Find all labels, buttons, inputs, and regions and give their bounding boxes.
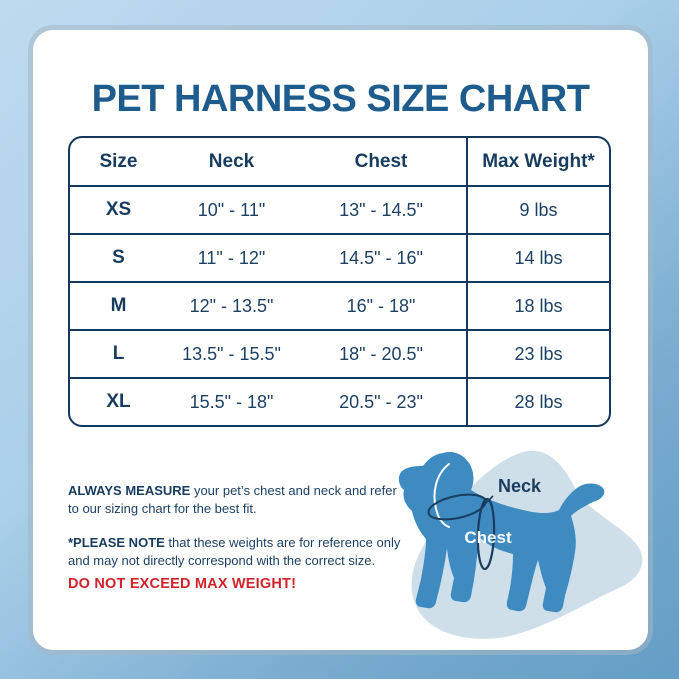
size-value: XS [105, 199, 132, 220]
size-value: S [112, 247, 125, 268]
column-header-neck: Neck [208, 150, 255, 172]
neck-range: 13.5" - 15.5" [182, 343, 281, 364]
neck-range: 12" - 13.5" [189, 295, 274, 316]
column-header-max-weight: Max Weight* [466, 138, 609, 185]
reference-note-text: that these weights are for reference only and may not directly correspond with the correct size. [68, 534, 401, 569]
table-row [70, 233, 609, 281]
chest-range: 14.5" - 16" [339, 247, 423, 268]
max-weight: 9 lbs [466, 187, 609, 233]
reference-note-bold: *PLEASE NOTE [68, 534, 165, 550]
chest-range: 16" - 18" [346, 295, 416, 316]
neck-range: 11" - 12" [197, 247, 266, 268]
neck-range: 10" - 11" [197, 199, 266, 220]
size-chart-card [33, 30, 648, 650]
table-row [70, 329, 609, 377]
neck-label: Neck [498, 476, 542, 496]
column-header-chest: Chest [354, 150, 408, 172]
dog-measurement-diagram [391, 436, 647, 650]
measure-note-text: your pet’s chest and neck and refer to our sizing chart for the best fit. [68, 483, 397, 517]
max-weight-warning: DO NOT EXCEED MAX WEIGHT! [68, 576, 297, 592]
page-title: PET HARNESS SIZE CHART [91, 78, 590, 120]
sizing-notes [68, 482, 410, 586]
max-weight: 14 lbs [466, 235, 609, 281]
table-row [70, 377, 609, 425]
size-value: M [110, 295, 127, 316]
size-value: XL [106, 391, 131, 412]
size-value: L [112, 343, 125, 364]
chest-label: Chest [464, 528, 512, 547]
table-row [70, 281, 609, 329]
neck-range: 15.5" - 18" [189, 391, 274, 412]
measure-note-bold: ALWAYS MEASURE [68, 483, 191, 498]
table-header-row [70, 138, 609, 185]
max-weight: 18 lbs [466, 283, 609, 329]
measure-note [68, 482, 410, 519]
dog-diagram-svg [391, 436, 647, 650]
reference-note [68, 534, 410, 571]
column-header-size: Size [99, 150, 138, 172]
table-row [70, 185, 609, 233]
chest-range: 18" - 20.5" [339, 343, 423, 364]
size-chart-table [68, 136, 611, 427]
max-weight: 23 lbs [466, 331, 609, 377]
max-weight: 28 lbs [466, 379, 609, 425]
chest-range: 13" - 14.5" [339, 199, 423, 220]
chest-range: 20.5" - 23" [339, 391, 423, 412]
